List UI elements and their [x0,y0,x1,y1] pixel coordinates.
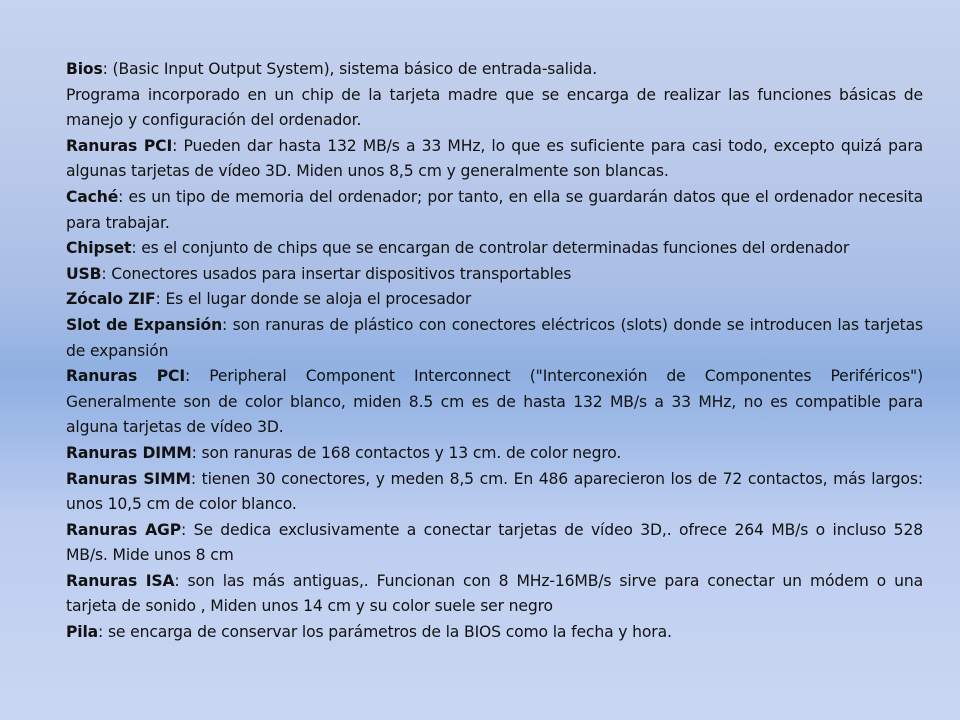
glossary-definition: : Peripheral Component Interconnect ("Interconexión de Componentes Periféricos") Generalmente son de color blanco, miden 8.5 cm es de hasta 132 MB/s a 33 MHz, no es compatible para alguna tarjetas de vídeo 3D. [66,367,924,437]
glossary-entry-ranuras-pci [66,134,923,185]
glossary-term: Chipset [66,239,132,258]
glossary-entry-bios-description [66,83,923,134]
glossary-definition: : tienen 30 conectores, y meden 8,5 cm. En 486 aparecieron los de 72 contactos, más largos: unos 10,5 cm de color blanco. [66,469,923,514]
glossary-term: Bios [66,60,103,78]
glossary-term: Ranuras SIMM [66,469,191,488]
glossary-entry-ranuras-isa [66,569,923,620]
glossary-term: Caché [66,187,119,206]
glossary-term: Zócalo ZIF [66,290,156,309]
glossary-term: Ranuras AGP [66,520,181,539]
glossary-definition: : es un tipo de memoria del ordenador; por tanto, en ella se guardarán datos que el ordenador necesita para trabajar. [66,187,923,232]
glossary-entry-ranuras-agp [66,518,923,569]
glossary-definition: : Conectores usados para insertar dispositivos transportables [101,264,572,283]
glossary-entry-zocalo-zif [66,287,923,313]
glossary-entry-ranuras-pci-2 [66,364,923,441]
glossary-term: Pila [66,623,99,642]
glossary-entry-usb [66,262,923,288]
glossary-entry-ranuras-dimm [66,441,923,467]
glossary-definition: : (Basic Input Output System), sistema básico de entrada-salida. [102,60,597,78]
glossary-definition: Programa incorporado en un chip de la tarjeta madre que se encarga de realizar las funciones básicas de manejo y configuración del ordenador. [66,85,923,130]
glossary-entry-pila [66,620,923,646]
glossary-entry-slot-expansion [66,313,923,364]
glossary-term: Ranuras PCI [66,136,173,155]
glossary-text-block [66,57,923,646]
glossary-term: Ranuras ISA [66,571,175,590]
glossary-entry-ranuras-simm [66,467,923,518]
glossary-definition: : Pueden dar hasta 132 MB/s a 33 MHz, lo que es suficiente para casi todo, excepto quizá para algunas tarjetas de vídeo 3D. Miden unos 8,5 cm y generalmente son blancas. [66,136,923,181]
glossary-entry-bios [66,57,923,83]
glossary-term: Ranuras PCI [66,367,185,386]
glossary-term: Ranuras DIMM [66,443,192,462]
glossary-definition: : Es el lugar donde se aloja el procesador [155,290,472,309]
glossary-definition: : son ranuras de plástico con conectores eléctricos (slots) donde se introducen las tarjetas de expansión [66,315,923,360]
glossary-term: USB [66,264,102,283]
glossary-term: Slot de Expansión [66,315,223,334]
glossary-definition: : son las más antiguas,. Funcionan con 8 MHz-16MB/s sirve para conectar un módem o una tarjeta de sonido , Miden unos 14 cm y su color suele ser negro [66,571,924,616]
glossary-definition: : Se dedica exclusivamente a conectar tarjetas de vídeo 3D,. ofrece 264 MB/s o incluso 528 MB/s. Mide unos 8 cm [66,520,923,565]
glossary-entry-chipset [66,236,923,262]
glossary-definition: : son ranuras de 168 contactos y 13 cm. de color negro. [191,443,622,462]
glossary-entry-cache [66,185,923,236]
glossary-definition: : se encarga de conservar los parámetros de la BIOS como la fecha y hora. [98,623,672,642]
glossary-definition: : es el conjunto de chips que se encargan de controlar determinadas funciones del ordenador [131,239,850,258]
